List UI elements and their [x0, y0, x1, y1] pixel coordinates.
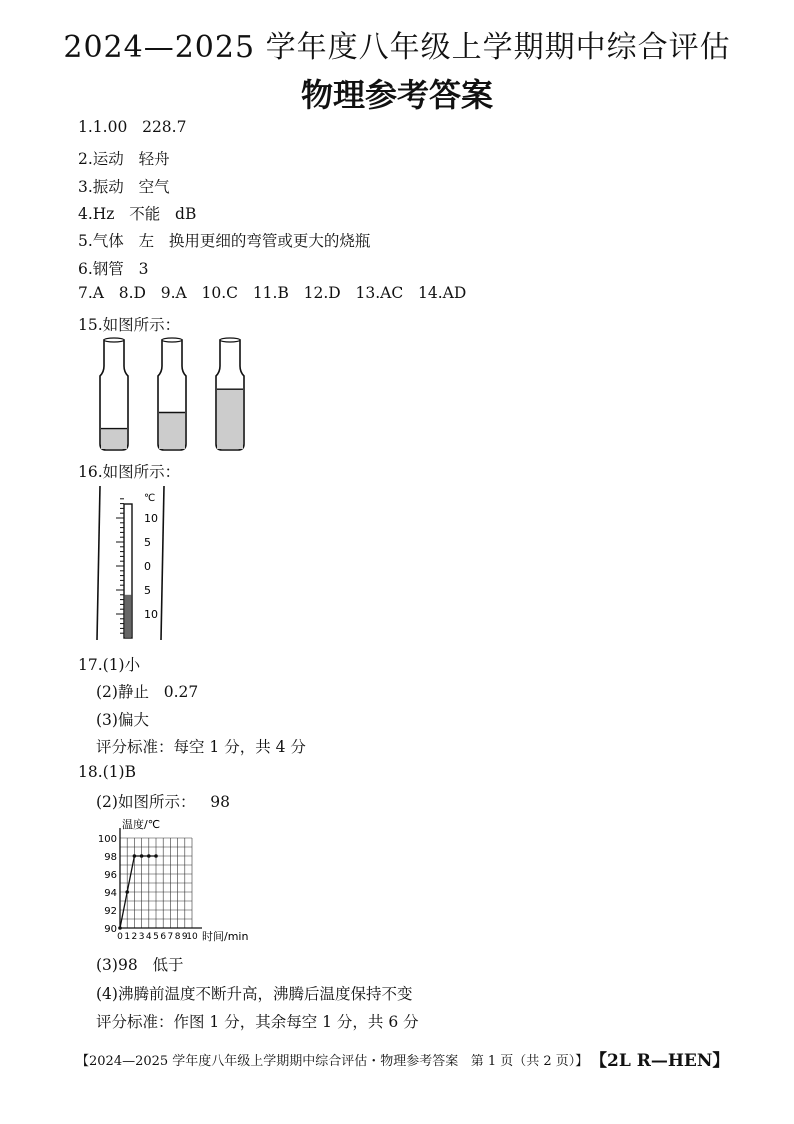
scoring-17: 评分标准：每空 1 分，共 4 分: [96, 738, 306, 756]
chart-data-point: [133, 854, 137, 858]
answer-15: 15.如图所示：: [78, 316, 181, 334]
chart-y-tick-label: 98: [104, 852, 117, 863]
answer-17-2: (2)静止 0.27: [96, 683, 199, 701]
thermometer-tick-label: 10: [144, 608, 158, 621]
chart-data-point: [125, 890, 129, 894]
document-code: 【2L R—HEN】: [590, 1051, 730, 1071]
document-title: 2024—2025 学年度八年级上学期期中综合评估: [63, 30, 731, 65]
chart-x-tick-label: 2: [131, 932, 138, 942]
chart-data-point: [118, 926, 122, 930]
chart-data-point: [147, 854, 151, 858]
scoring-18: 评分标准：作图 1 分，其余每空 1 分，共 6 分: [96, 1013, 419, 1031]
bottle-1: [100, 338, 128, 450]
thermometer-tick-label: 10: [144, 512, 158, 525]
answer-17-1: 17.(1)小: [78, 656, 141, 674]
thermometer-tick-label: 0: [144, 560, 151, 573]
chart-x-tick-label: 1: [124, 932, 131, 942]
answer-18-2: (2)如图所示： 98: [96, 793, 230, 811]
chart-y-tick-label: 100: [97, 834, 117, 845]
answer-6: 6.钢管 3: [78, 260, 149, 278]
page-footer: 【2024—2025 学年度八年级上学期期中综合评估・物理参考答案 第 1 页（共 2 页）】: [76, 1054, 589, 1069]
chart-ylabel: 温度/℃: [122, 818, 161, 831]
chart-y-tick-label: 94: [104, 888, 117, 899]
thermometer-figure: [94, 484, 174, 644]
chart-x-tick-label: 5: [153, 932, 159, 942]
answer-5: 5.气体 左 换用更细的弯管或更大的烧瓶: [78, 232, 371, 250]
chart-x-tick-label: 6: [160, 932, 167, 942]
answer-7-14: 7.A 8.D 9.A 10.C 11.B 12.D 13.AC 14.AD: [78, 284, 467, 302]
chart-y-tick-label: 96: [104, 870, 117, 881]
chart-x-tick-label: 10: [186, 932, 198, 942]
answer-3: 3.振动 空气: [78, 178, 170, 196]
thermometer-liquid: [125, 595, 132, 637]
thermometer-unit: ℃: [144, 493, 156, 504]
chart-data-point: [154, 854, 158, 858]
answer-1: 1.1.00 228.7: [78, 118, 187, 136]
document-subtitle: 物理参考答案: [300, 76, 493, 114]
bottle-3: [216, 338, 244, 450]
answer-4: 4.Hz 不能 dB: [78, 205, 197, 223]
chart-y-tick-label: 90: [104, 924, 117, 935]
thermometer-tick-label: 5: [144, 584, 151, 597]
chart-x-tick-label: 8: [174, 932, 181, 942]
answer-2: 2.运动 轻舟: [78, 150, 170, 168]
chart-x-tick-label: 4: [145, 932, 152, 942]
chart-x-tick-label: 0: [117, 932, 123, 942]
answer-16: 16.如图所示：: [78, 463, 181, 481]
thermometer-tick-label: 5: [144, 536, 151, 549]
bottle-2: [158, 338, 186, 450]
chart-data-point: [140, 854, 144, 858]
answer-18-1: 18.(1)B: [78, 763, 136, 781]
temperature-time-chart: [92, 814, 292, 944]
chart-xlabel: 时间/min: [202, 930, 249, 943]
chart-y-tick-label: 92: [104, 906, 117, 917]
chart-x-tick-label: 7: [167, 932, 174, 942]
bottles-figure: [92, 336, 252, 456]
answer-18-4: (4)沸腾前温度不断升高，沸腾后温度保持不变: [96, 985, 413, 1003]
chart-x-tick-label: 3: [138, 932, 145, 942]
answer-18-3: (3)98 低于: [96, 956, 184, 974]
chart-x-tick-label: 9: [181, 932, 188, 942]
answer-17-3: (3)偏大: [96, 711, 149, 729]
